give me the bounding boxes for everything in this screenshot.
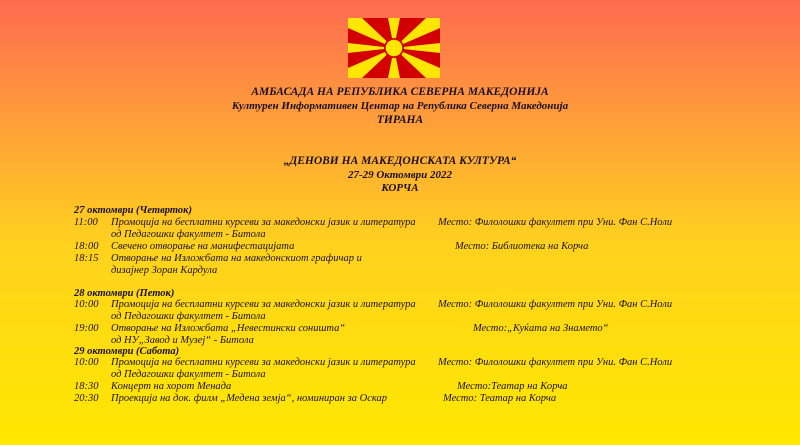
day-heading: 29 октомври (Сабота) [74, 346, 180, 357]
event-description: Промоција на бесплатни курсеви за македонски јазик и литература [111, 217, 416, 228]
event-location: Место: Театар на Корча [443, 393, 557, 404]
event-title: „ДЕНОВИ НА МАКЕДОНСКАТА КУЛТУРА“ [283, 155, 517, 167]
event-location: Место: Филолошки факултет при Уни. Фан С.Ноли [438, 357, 673, 368]
event-dates: 27-29 Октомври 2022 [347, 169, 453, 181]
event-time: 18:00 [74, 241, 99, 252]
day-heading: 28 октомври (Петок) [74, 288, 175, 299]
event-description: Отворање на Изложбата на македонскиот графичар и [111, 253, 362, 264]
event-time: 20:30 [74, 393, 99, 404]
event-location: Место:„Куќата на Знамето“ [473, 323, 609, 334]
event-description: дизајнер Зоран Кардула [111, 265, 218, 276]
event-description: Проекција на док. филм „Медена земја“, номиниран за Оскар [111, 393, 388, 404]
event-city: КОРЧА [381, 182, 419, 194]
event-location: Место: Филолошки факултет при Уни. Фан С.Ноли [438, 299, 673, 310]
day-heading: 27 октомври (Четврток) [74, 205, 192, 216]
event-time: 10:00 [74, 357, 99, 368]
event-time: 10:00 [74, 299, 99, 310]
event-description: Промоција на бесплатни курсеви за македонски јазик и литература [111, 299, 416, 310]
event-time: 18:30 [74, 381, 99, 392]
event-description: од НУ„Завод и Музеј“ - Битола [111, 335, 254, 346]
event-description: од Педагошки факултет - Битола [111, 229, 266, 240]
event-time: 11:00 [74, 217, 98, 228]
event-location: Место: Филолошки факултет при Уни. Фан С.Ноли [438, 217, 673, 228]
event-location: Место:Театар на Корча [457, 381, 568, 392]
event-time: 18:15 [74, 253, 99, 264]
event-description: Концерт на хорот Менада [111, 381, 232, 392]
city-tirana: ТИРАНА [376, 114, 424, 126]
event-description: од Педагошки факултет - Битола [111, 369, 266, 380]
embassy-name: АМБАСАДА НА РЕПУБЛИКА СЕВЕРНА МАКЕДОНИЈА [251, 86, 549, 98]
event-location: Место: Библиотека на Корча [455, 241, 589, 252]
cultural-center-name: Културен Информативен Центар на Република Северна Македонија [231, 100, 569, 112]
event-description: Свечено отворање на манифестацијата [111, 241, 295, 252]
event-time: 19:00 [74, 323, 99, 334]
north-macedonia-flag-icon [348, 18, 440, 78]
event-description: Промоција на бесплатни курсеви за македонски јазик и литература [111, 357, 416, 368]
event-description: од Педагошки факултет - Битола [111, 311, 266, 322]
event-description: Отворање на Изложбата „Невестински соништа“ [111, 323, 346, 334]
